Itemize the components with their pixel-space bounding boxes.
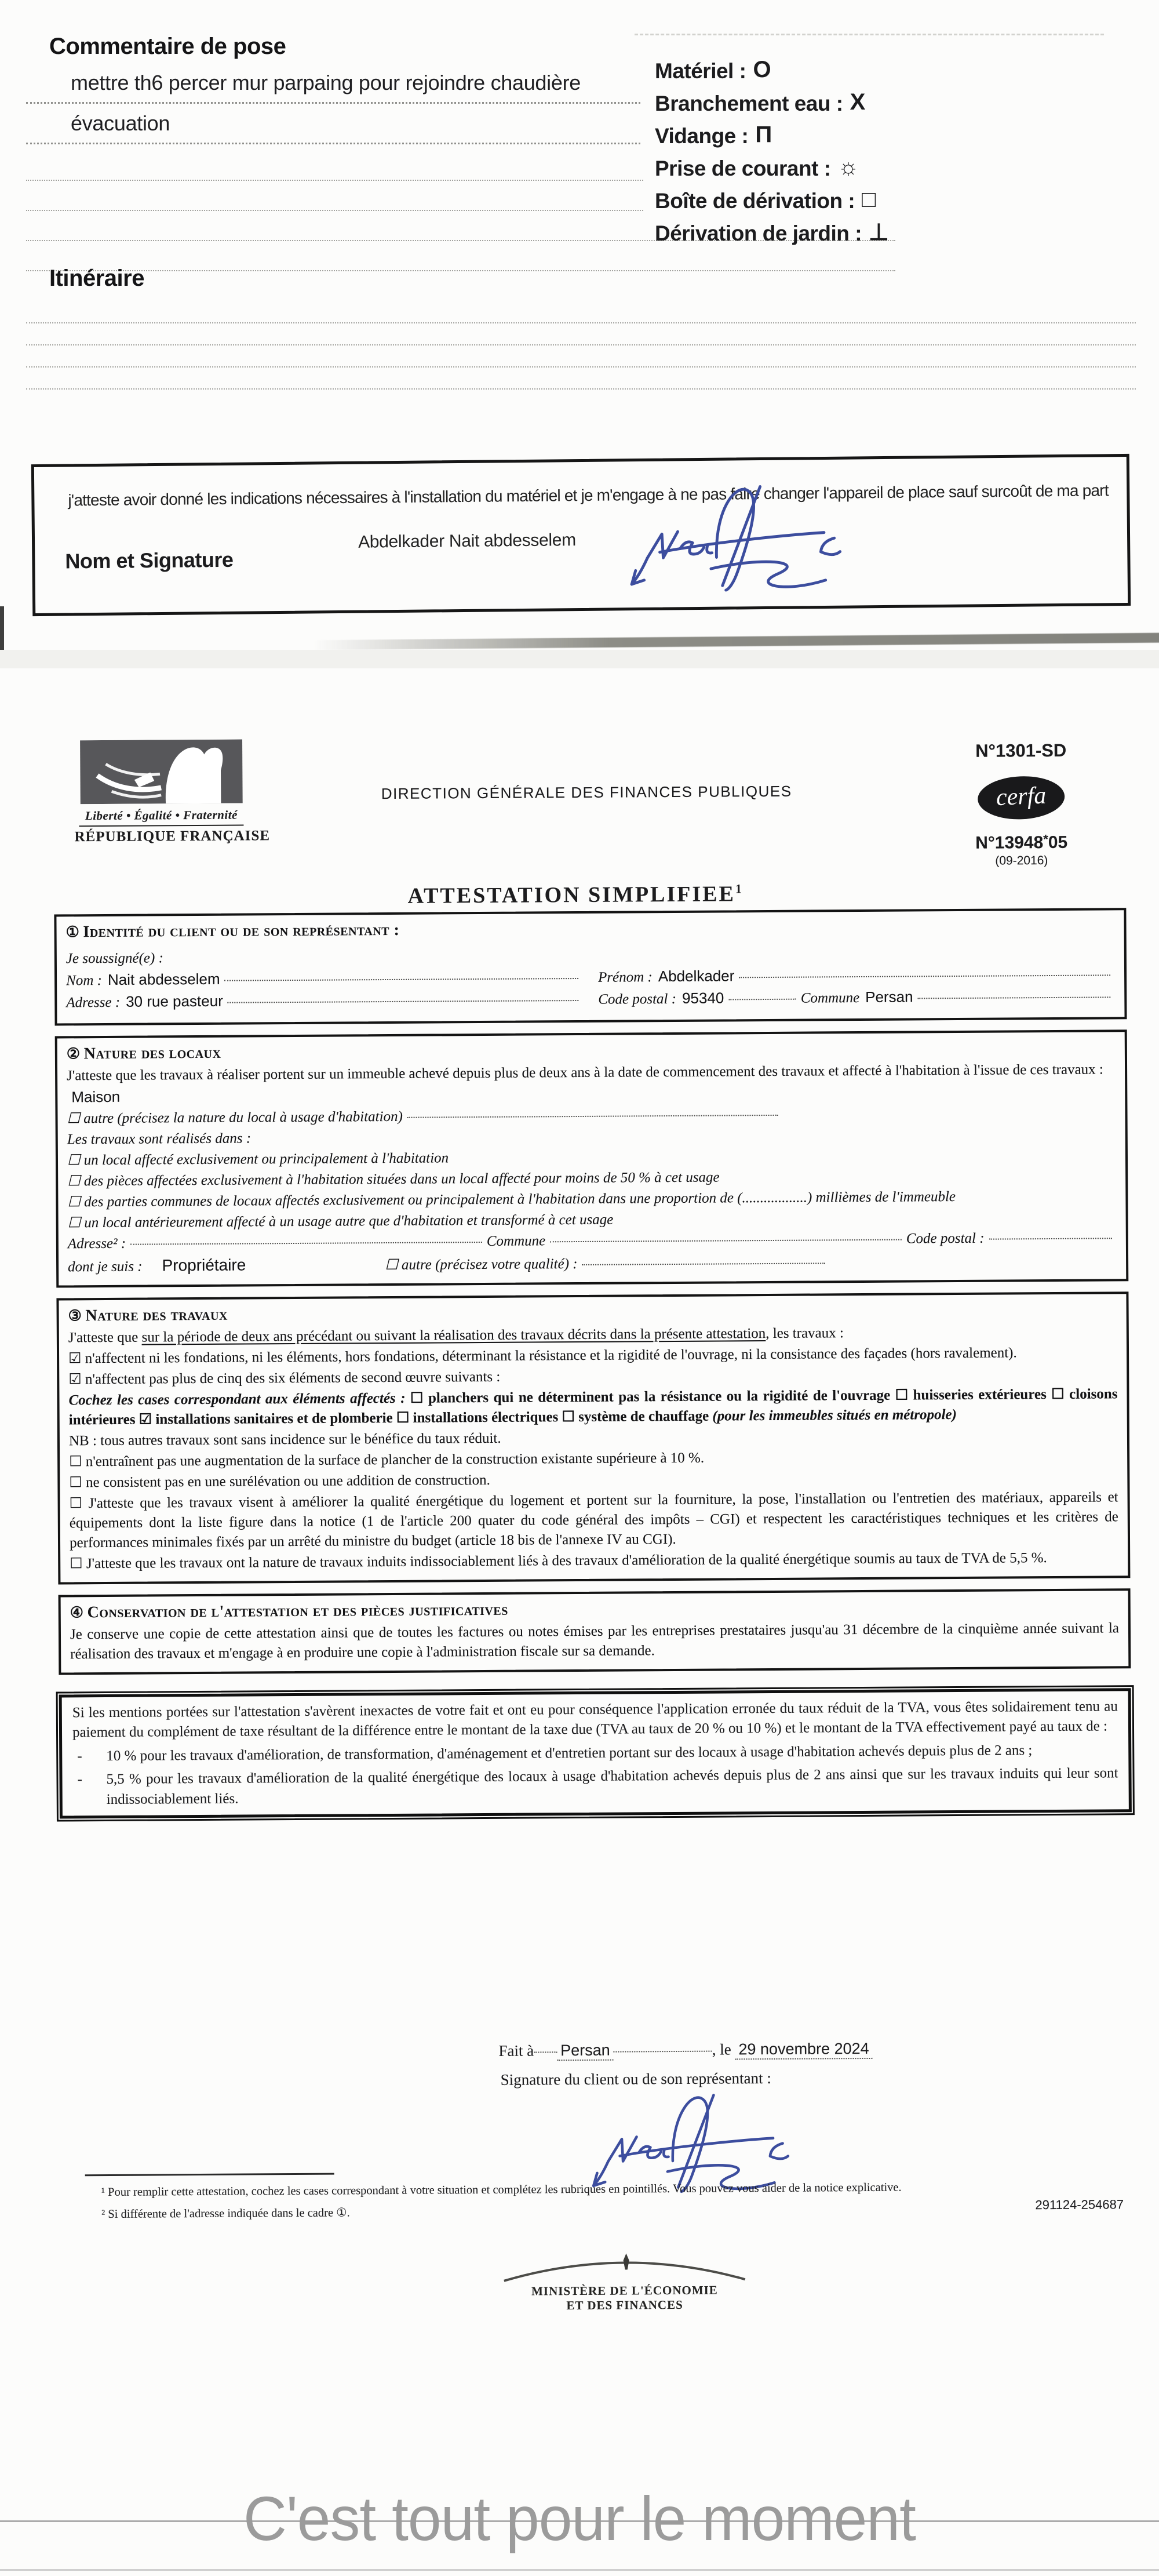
field-value-qualite: Propriétaire bbox=[162, 1256, 246, 1274]
dotted-fill bbox=[130, 1242, 482, 1245]
ministry-arc-icon bbox=[497, 2249, 752, 2284]
dotted-fill bbox=[989, 1238, 1112, 1239]
doc-code: 291124-254687 bbox=[1035, 2197, 1124, 2213]
horizontal-rule-bottom bbox=[0, 2569, 1159, 2571]
attestation-box bbox=[31, 454, 1131, 616]
fait-city-value: Persan bbox=[557, 2042, 614, 2061]
rf-logo bbox=[74, 739, 271, 845]
travaux-intro-suffix: , les travaux : bbox=[766, 1325, 844, 1341]
dotted-fill bbox=[225, 978, 579, 981]
field-value-prenom: Abdelkader bbox=[658, 967, 735, 985]
box-number-icon: ② bbox=[66, 1045, 81, 1063]
locaux-realises-intro: Les travaux sont réalisés dans : bbox=[67, 1130, 252, 1147]
ministry-name-line1: MINISTÈRE DE L'ÉCONOMIE bbox=[531, 2283, 718, 2298]
field-label: Code postal : bbox=[906, 1230, 985, 1247]
dotted-fill bbox=[918, 996, 1111, 999]
travaux-intro-underlined: sur la période de deux ans précédant ou suivant la réalisation des travaux décrits dans la présente attestation bbox=[141, 1325, 766, 1345]
field-label: Commune bbox=[486, 1232, 546, 1249]
dotted-line bbox=[26, 322, 1136, 323]
cerfa-number-star: * bbox=[1043, 832, 1048, 847]
warning-item bbox=[72, 1764, 1118, 1810]
field-label: Commune bbox=[800, 990, 860, 1006]
legend-label: Dérivation de jardin : bbox=[655, 221, 862, 245]
warning-intro: Si les mentions portées sur l'attestation s'avèrent inexactes de votre fait et ont eu pour conséquence l'application erronée du taux réduit de la TVA, vous êtes solidairement tenu au paiement du complément de taxe résultant de la différence entre le montant de la taxe due (TVA au taux de 20 % ou 10 %) et le montant de la TVA effectivement payé au taux de : bbox=[72, 1698, 1118, 1741]
drain-symbol: Π bbox=[755, 122, 772, 147]
commentaire-entry-line: mettre th6 percer mur parpaing pour rejoindre chaudière bbox=[71, 71, 581, 94]
soussigne-label: Je soussigné(e) : bbox=[65, 950, 163, 967]
commentaire-entry-line: évacuation bbox=[71, 111, 170, 135]
attestation-title-text: ATTESTATION SIMPLIFIEE bbox=[407, 882, 736, 908]
dotted-line bbox=[26, 366, 1136, 368]
dotted-line bbox=[26, 102, 640, 104]
legend-label: Prise de courant : bbox=[655, 156, 831, 180]
dotted-fill bbox=[534, 2051, 557, 2053]
locaux-intro: J'atteste que les travaux à réaliser portent sur un immeuble achevé depuis plus de deux ans à la date de commencement des travaux et affecté à l'habitation à l'issue de ces travaux : bbox=[67, 1061, 1103, 1084]
dash-bullet: - bbox=[77, 1748, 82, 1764]
footnote-2: ² Si différente de l'adresse indiquée dans le cadre ①. bbox=[101, 2206, 350, 2221]
cerfa-number bbox=[923, 831, 1120, 853]
dotted-line bbox=[26, 270, 895, 271]
dgfip-title: DIRECTION GÉNÉRALE DES FINANCES PUBLIQUES bbox=[381, 782, 792, 803]
dotted-fill bbox=[582, 1262, 826, 1265]
checkbox-option: ☐ J'atteste que les travaux ont la nature de travaux induits indissociablement liés à des travaux d'amélioration de la qualité énergétique soumis au taux de TVA de 5,5 %. bbox=[70, 1549, 1047, 1572]
field-label: Adresse : bbox=[66, 994, 121, 1011]
box-title-text: Conservation de l'attestation et des pièces justificatives bbox=[87, 1600, 508, 1621]
signature-caption: Signature du client ou de son représentant : bbox=[500, 2069, 771, 2089]
field-label: Nom : bbox=[66, 973, 102, 989]
fait-le-label: , le bbox=[712, 2040, 731, 2058]
rf-republic: RÉPUBLIQUE FRANÇAISE bbox=[74, 828, 271, 845]
field-label: Adresse² : bbox=[67, 1235, 126, 1251]
box-title-text: Identité du client ou de son représentant : bbox=[83, 920, 400, 941]
cerfa-revision: (09-2016) bbox=[995, 854, 1048, 868]
dotted-fill bbox=[728, 999, 796, 1000]
client-name: Abdelkader Nait abdesselem bbox=[358, 530, 577, 552]
legend-label: Vidange : bbox=[655, 123, 749, 148]
box-number-icon: ④ bbox=[70, 1603, 84, 1621]
cochez-options: ☐ planchers qui ne déterminent pas la résistance ou la rigidité de l'ouvrage ☐ huisseries extérieures ☐ cloisons intérieures ☑ installations sanitaires et de plomberie ☐ installations électriques ☐ système de chauffage bbox=[68, 1385, 1118, 1428]
checkbox-option: ☐ des parties communes de locaux affectés exclusivement ou principalement à l'habitation dans une proportion de (..................) millièmes de l'immeuble bbox=[67, 1188, 956, 1210]
dotted-line bbox=[26, 344, 1136, 345]
checkbox-option: ☐ autre (précisez la nature du local à usage d'habitation) bbox=[67, 1108, 403, 1126]
legend-row bbox=[655, 155, 859, 181]
box-title-text: Nature des locaux bbox=[83, 1043, 221, 1063]
footnote-1: ¹ Pour remplir cette attestation, cochez les cases correspondant à votre situation et complétez les rubriques en pointillés. Vous pouvez vous aider de la notice explicative. bbox=[101, 2181, 902, 2199]
material-symbol: O bbox=[753, 57, 771, 82]
box-number-icon: ③ bbox=[68, 1307, 82, 1324]
field-value-code-postal: 95340 bbox=[681, 989, 724, 1007]
fait-label: Fait à bbox=[498, 2042, 534, 2060]
dash-bullet: - bbox=[77, 1771, 82, 1788]
marianne-icon bbox=[78, 740, 244, 805]
itineraire-label: Itinéraire bbox=[49, 265, 144, 291]
faded-cutoff-line bbox=[635, 34, 1104, 35]
legend-row bbox=[655, 188, 876, 214]
dotted-line bbox=[26, 143, 640, 144]
checkbox-option-checked: ☑ n'affectent pas plus de cinq des six éléments de second œuvre suivants : bbox=[68, 1369, 501, 1388]
legend-label: Boîte de dérivation : bbox=[655, 188, 855, 213]
cerfa-badge bbox=[977, 774, 1066, 821]
dotted-line bbox=[26, 180, 643, 181]
checkbox-option: ☐ un local antérieurement affecté à un usage autre que d'habitation et transformé à cet usage bbox=[67, 1211, 614, 1231]
fait-line bbox=[498, 2040, 872, 2061]
warning-item bbox=[72, 1740, 1118, 1767]
cerfa-number-suffix: 05 bbox=[1048, 832, 1068, 853]
field-value-nom: Nait abdesselem bbox=[107, 970, 220, 989]
form-id-block bbox=[923, 740, 1120, 868]
nb-note: NB : tous autres travaux sont sans incidence sur le bénéfice du taux réduit. bbox=[68, 1430, 501, 1449]
legend-row bbox=[655, 90, 865, 117]
box-conservation bbox=[59, 1588, 1131, 1675]
footnote-rule bbox=[85, 2173, 334, 2177]
dotted-fill bbox=[228, 1000, 579, 1003]
garden-derivation-symbol: ⊥ bbox=[869, 220, 889, 245]
cerfa-number-prefix: N°13948 bbox=[975, 833, 1044, 853]
cerfa-label: cerfa bbox=[996, 782, 1047, 812]
page-divider-band bbox=[0, 650, 1159, 668]
checkbox-option-checked: ☑ n'affectent ni les fondations, ni les éléments, hors fondations, déterminant la résistance et la rigidité de l'ouvrage, ni la consistance des façades (hors ravalement). bbox=[68, 1345, 1017, 1367]
dotted-fill bbox=[614, 2051, 712, 2053]
warning-item-text: 5,5 % pour les travaux d'amélioration de la qualité énergétique des locaux à usage d'habitation achevés depuis plus de 2 ans ainsi que sur les travaux induits qui leur sont indissociablement liés. bbox=[106, 1765, 1118, 1807]
checkbox-option: ☐ J'atteste que les travaux visent à améliorer la qualité énergétique du logement et portent sur la fourniture, la pose, l'installation ou l'entretien des matériaux, appareils et équipements dont la liste figure dans la notice (1 de l'article 200 quater du code général des impôts – CGI) et respectent les caractéristiques techniques et les critères de performances minimales fixés par un arrêté du ministre du budget (article 18 bis de l'annexe IV au CGI). bbox=[69, 1489, 1118, 1551]
ministry-name-line2: ET DES FINANCES bbox=[566, 2297, 683, 2313]
attestation-statement: j'atteste avoir donné les indications nécessaires à l'installation du matériel et je m'engage à ne pas faire changer l'appareil de place sauf surcoût de ma part bbox=[68, 481, 1109, 510]
signature-scribble-icon bbox=[619, 471, 870, 603]
conservation-body: Je conserve une copie de cette attestation ainsi que de toutes les factures ou notes émises par les entreprises prestataires jusqu'au 31 décembre de la cinquième année suivant la réalisation des travaux et m'engage à en produire une copie à l'administration fiscale sur sa demande. bbox=[70, 1620, 1120, 1662]
field-label: Prénom : bbox=[598, 969, 653, 985]
page2-cerfa-attestation bbox=[0, 669, 1159, 2409]
warning-item-text: 10 % pour les travaux d'amélioration, de transformation, d'aménagement et d'entretien portant sur des locaux à usage d'habitation achevés depuis plus de 2 ans ; bbox=[106, 1742, 1033, 1764]
box-number-icon: ① bbox=[65, 923, 80, 941]
checkbox-option: ☐ n'entraînent pas une augmentation de la surface de plancher de la construction existante supérieure à 10 %. bbox=[69, 1450, 705, 1470]
travaux-intro-prefix: J'atteste que bbox=[68, 1329, 142, 1346]
dotted-fill bbox=[407, 1114, 778, 1118]
form-number: N°1301-SD bbox=[975, 740, 1067, 761]
metropole-note: (pour les immeubles situés en métropole) bbox=[712, 1406, 957, 1424]
rf-divider bbox=[79, 825, 243, 827]
attestation-title-footnote-ref: 1 bbox=[735, 881, 743, 896]
checkbox-option: ☐ un local affecté exclusivement ou principalement à l'habitation bbox=[67, 1149, 449, 1168]
commentaire-de-pose-label: Commentaire de pose bbox=[49, 34, 286, 59]
box-title bbox=[65, 915, 1114, 943]
field-value-commune: Persan bbox=[865, 988, 913, 1006]
field-label: Code postal : bbox=[598, 991, 677, 1007]
checkbox-option: ☐ ne consistent pas en une surélévation ou une addition de construction. bbox=[69, 1472, 490, 1491]
rf-motto: Liberté • Égalité • Fraternité bbox=[85, 807, 238, 823]
warning-box bbox=[59, 1688, 1132, 1819]
field-value-adresse: 30 rue pasteur bbox=[126, 992, 223, 1010]
legend-row bbox=[655, 123, 772, 149]
watermark-text: C'est tout pour le moment bbox=[243, 2483, 916, 2553]
scan-edge-artifact bbox=[0, 606, 4, 652]
page1-installer-sheet bbox=[0, 0, 1159, 638]
checkbox-option: ☐ autre (précisez votre qualité) : bbox=[385, 1256, 578, 1273]
field-label: dont je suis : bbox=[68, 1258, 143, 1275]
dotted-line bbox=[26, 388, 1136, 390]
legend-row bbox=[655, 58, 771, 84]
legend-label: Branchement eau : bbox=[655, 91, 843, 115]
junction-box-symbol: □ bbox=[862, 187, 876, 212]
box-identite bbox=[54, 908, 1127, 1025]
ministry-logo bbox=[462, 2249, 787, 2313]
dotted-line bbox=[26, 210, 643, 211]
attestation-title bbox=[0, 879, 1155, 911]
box-title-text: Nature des travaux bbox=[85, 1305, 228, 1325]
dotted-fill bbox=[739, 974, 1110, 978]
dotted-fill bbox=[550, 1239, 902, 1242]
water-connection-symbol: X bbox=[850, 89, 866, 115]
box-nature-locaux bbox=[55, 1029, 1129, 1287]
box-nature-travaux bbox=[56, 1291, 1130, 1584]
field-value-local-type: Maison bbox=[71, 1087, 121, 1106]
checkbox-option: ☐ des pièces affectées exclusivement à l'habitation situées dans un local affecté pour moins de 50 % à cet usage bbox=[67, 1169, 720, 1189]
power-outlet-symbol: ☼ bbox=[837, 154, 859, 180]
fait-date-value: 29 novembre 2024 bbox=[735, 2040, 872, 2060]
cochez-lead: Cochez les cases correspondant aux éléments affectés : bbox=[68, 1390, 411, 1409]
legend-row bbox=[655, 220, 889, 247]
legend-label: Matériel : bbox=[655, 59, 746, 83]
cochez-paragraph bbox=[68, 1384, 1117, 1430]
name-signature-label: Nom et Signature bbox=[65, 547, 234, 573]
